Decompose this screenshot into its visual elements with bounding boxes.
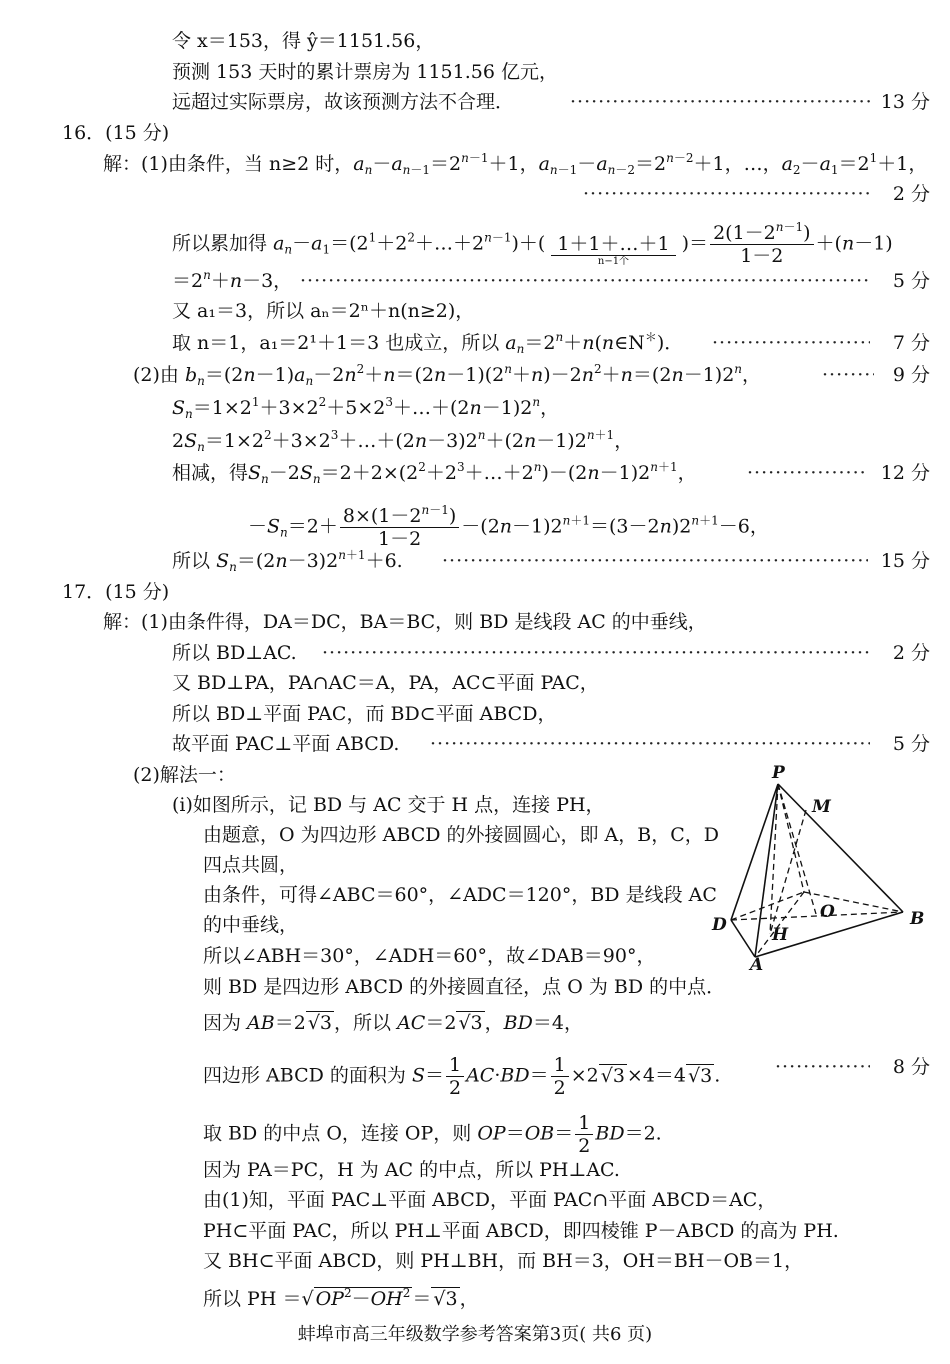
q17-line: 所以∠ABH＝30°，∠ADH＝60°，故∠DAB＝90°，: [203, 945, 656, 967]
line-unreasonable: 远超过实际票房，故该预测方法不合理．: [172, 91, 515, 113]
dot-leader: [430, 731, 870, 757]
edge-PC: [778, 784, 804, 892]
dot-leader: [442, 548, 868, 574]
q17-method1: (2)解法一：: [133, 764, 236, 786]
q17-line: 由条件，可得∠ABC＝60°，∠ADC＝120°，BD 是线段 AC: [203, 884, 717, 906]
q17-line: 四点共圆，: [203, 854, 299, 876]
q17-line: 因为 PA＝PC，H 为 AC 的中点，所以 PH⊥AC.: [203, 1159, 620, 1181]
fraction: $\frac{2(1-2^{n-1})}{1-2}$: [710, 222, 813, 267]
edge-PD: [731, 784, 778, 920]
q16-a1-line: 又 a₁＝3，所以 aₙ＝2ⁿ＋n(n≥2)，: [172, 300, 475, 322]
edge-PB: [778, 784, 903, 912]
label-O: O: [820, 902, 835, 922]
q16-final-line: 所以 $S_n=(2n-3)2^{n+1}+6$.: [172, 548, 403, 574]
line-predict-box: 预测 153 天时的累计票房为 1151.56 亿元，: [172, 61, 558, 83]
q17-line: 解：(1)由条件得，DA＝DC，BA＝BC，则 BD 是线段 AC 的中垂线，: [103, 611, 707, 633]
dot-leader: [300, 268, 870, 294]
page-footer: 蚌埠市高三年级数学参考答案第3页( 共6 页): [297, 1324, 653, 1345]
q17-line: 由(1)知，平面 PAC⊥平面 ABCD，平面 PAC∩平面 ABCD＝AC，: [203, 1189, 777, 1211]
dot-leader: [570, 89, 870, 115]
dot-leader: [747, 460, 867, 486]
label-A: A: [750, 955, 764, 972]
fraction: $\frac{1}{2}$: [575, 1112, 593, 1157]
q16-negSn-line: $-S_n=2+$ $\frac{8\times(1-2^{n-1})}{1-2}$ $-(2n-1)2^{n+1}=(3-2n)2^{n+1}-6$，: [248, 503, 769, 550]
dot-leader: [822, 362, 874, 388]
score-mark: 8 分: [892, 1056, 930, 1078]
q17-mid-line: 取 BD 的中点 O，连接 OP，则 OP＝OB＝ $\frac{1}{2}$ BD＝2.: [203, 1112, 662, 1157]
edge-DA: [731, 920, 755, 957]
score-mark: 15 分: [880, 550, 930, 572]
score-mark: 5 分: [892, 270, 930, 292]
q17-line: 的中垂线，: [203, 914, 299, 936]
label-M: M: [812, 797, 831, 817]
label-P: P: [772, 763, 785, 783]
fraction: $\frac{8\times(1-2^{n-1})}{1-2}$: [340, 505, 459, 550]
dot-leader: [775, 1054, 870, 1080]
score-mark: 2 分: [892, 183, 930, 205]
question-17-heading: 17．(15 分): [62, 581, 170, 603]
question-16-heading: 16．(15 分): [62, 122, 170, 144]
q17-line: 故平面 PAC⊥平面 ABCD.: [172, 733, 400, 755]
dot-leader: [322, 640, 870, 666]
edge-CB: [804, 892, 903, 912]
q16-2Sn-line: $2S_n=1\times 2^2+3\times 2^3+\dots+(2n-3)2^n+(2n-1)2^{n+1}$，: [172, 428, 634, 454]
edge-DC: [731, 892, 804, 920]
q16-n1-line: 取 n＝1，a₁＝2¹＋1＝3 也成立，所以 $a_n=2^n+n(n\in N^*)$．: [172, 330, 684, 356]
q16-result-line: $=2^n+n-3$，: [172, 268, 293, 292]
label-H: H: [772, 925, 789, 945]
score-mark: 13 分: [880, 91, 930, 113]
q17-line: PH⊂平面 PAC，所以 PH⊥平面 ABCD，即四棱锥 P－ABCD 的高为 PH.: [203, 1220, 839, 1242]
q16-sum-line: 所以累加得 $a_n-a_1=(2^1+2^2+\dots+2^{n-1})+$( 1＋1＋…＋1 n−1个 )＝ $\frac{2(1-2^{n-1})}{1-2}$ ＋(n－1): [172, 220, 893, 267]
fraction: $\frac{1}{2}$: [551, 1054, 569, 1099]
q17-ab-line: 因为 AB＝2 √3 ，所以 AC＝2 √3 ，BD＝4，: [203, 1012, 583, 1034]
q17-line: 由题意，O 为四边形 ABCD 的外接圆圆心，即 A，B，C，D: [203, 824, 719, 846]
underbrace: 1＋1＋…＋1 n−1个: [551, 233, 675, 256]
q16-part2-line: (2)由 $b_n=(2n-1)a_n-2n^2+n=(2n-1)(2^n+n)-2n^2+n=(2n-1)2^n$，: [133, 362, 762, 388]
q17-line: 又 BD⊥PA，PA∩AC＝A，PA，AC⊂平面 PAC，: [172, 672, 599, 694]
q17-line: 则 BD 是四边形 ABCD 的外接圆直径，点 O 为 BD 的中点．: [203, 976, 726, 998]
q16-Sn-line: $S_n=1\times 2^1+3\times 2^2+5\times 2^3+\dots+(2n-1)2^n$，: [172, 395, 560, 421]
score-mark: 9 分: [892, 364, 930, 386]
dot-leader: [583, 181, 870, 207]
q17-line: 又 BH⊂平面 ABCD，则 PH⊥BH，而 BH＝3，OH＝BH－OB＝1，: [203, 1250, 804, 1272]
score-mark: 7 分: [892, 332, 930, 354]
score-mark: 12 分: [880, 462, 930, 484]
label-D: D: [712, 915, 727, 935]
pyramid-figure: [708, 762, 933, 972]
q17-line: 所以 BD⊥平面 PAC，而 BD⊂平面 ABCD，: [172, 703, 557, 725]
score-mark: 2 分: [892, 642, 930, 664]
q17-area-line: 四边形 ABCD 的面积为 S＝ $\frac{1}{2}$ AC·BD＝ $\frac{1}{2}$ ×2 √3 ×4＝4 √3 .: [203, 1054, 721, 1099]
q16-step1-line: 解：(1)由条件，当 n≥2 时，$a_n-a_{n-1}=2^{n-1}+1$，$a_{n-1}-a_{n-2}=2^{n-2}+1$，…，$a_2-a_1=2^1+1$，: [103, 151, 928, 177]
q17-line: 所以 BD⊥AC.: [172, 642, 297, 664]
dot-leader: [712, 330, 870, 356]
fraction: $\frac{1}{2}$: [446, 1054, 464, 1099]
q17-line: (i)如图所示，记 BD 与 AC 交于 H 点，连接 PH，: [172, 794, 605, 816]
label-B: B: [910, 909, 925, 929]
line-predict-x: 令 x＝153，得 ŷ＝1151.56，: [172, 30, 435, 52]
score-mark: 5 分: [892, 733, 930, 755]
q17-last-line: 所以 PH ＝√ $OP^2-OH^2 = √3$ ，: [203, 1286, 479, 1310]
edge-DB: [731, 912, 903, 920]
q16-subtract-line: 相减，得$S_n-2S_n=2+2\times(2^2+2^3+\dots+2^n)-(2n-1)2^{n+1}$，: [172, 460, 697, 486]
